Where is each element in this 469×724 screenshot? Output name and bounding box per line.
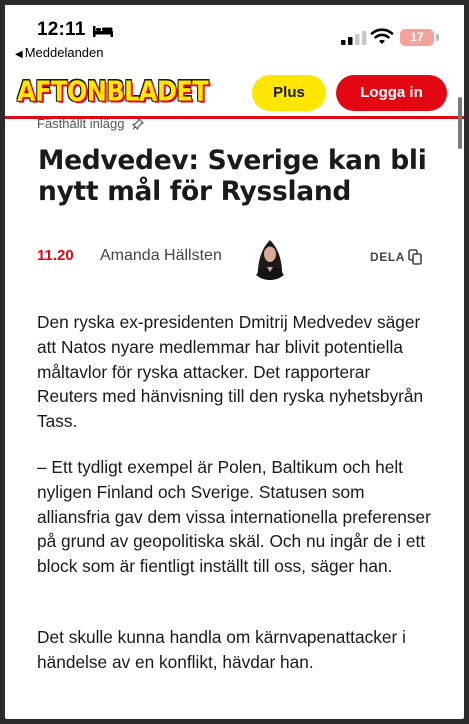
aftonbladet-logo[interactable]: AFTONBLADET — [17, 75, 209, 108]
cellular-signal-icon — [341, 31, 367, 45]
article-paragraph: Den ryska ex-presidenten Dmitrij Medvedev säger att Natos nyare medlemmar har blivit potentiella måltavlor för ryska attacker. Det rapporterar Reuters med hänvisning till den ryska nyhetsbyrån Tass. — [37, 312, 424, 432]
article-headline: Medvedev: Sverige kan bli nytt mål för Ryssland — [38, 145, 427, 207]
publish-time: 11.20 — [37, 247, 74, 264]
login-button[interactable]: Logga in — [336, 75, 447, 111]
article-paragraph: Det skulle kunna handla om kärnvapenattacker i händelse av en konflikt, hävdar han. — [37, 627, 406, 672]
status-bar — [5, 5, 464, 67]
battery-level: 17 — [400, 29, 434, 46]
sleep-focus-icon — [93, 26, 113, 37]
browser-viewport — [5, 5, 464, 719]
author-name[interactable]: Amanda Hällsten — [100, 247, 222, 264]
battery-cap — [436, 34, 439, 41]
pinned-post-label — [37, 113, 144, 131]
wifi-icon — [371, 28, 393, 45]
back-to-app-link[interactable] — [15, 45, 104, 60]
author-avatar[interactable] — [248, 234, 292, 282]
back-app-label: Meddelanden — [24, 45, 104, 60]
pinned-post-text: Fästhållt inlägg — [37, 116, 125, 131]
site-header — [5, 67, 464, 119]
pin-icon — [132, 118, 144, 130]
scrollbar-thumb[interactable] — [458, 97, 462, 149]
article-paragraph: – Ett tydligt exempel är Polen, Baltikum och helt nyligen Finland och Sverige. Statusen som alliansfria gav dem vissa internationella preferenser på grund av geopolitiska skäl. Och nu ingår de i ett block som är fientligt inställt till oss, säger han. — [37, 457, 431, 577]
back-arrow-icon: ◀ — [15, 49, 23, 60]
plus-button[interactable]: Plus — [252, 75, 326, 111]
share-label[interactable]: DELA — [370, 250, 406, 264]
article-byline — [37, 231, 437, 287]
copy-share-icon[interactable] — [408, 249, 422, 265]
status-time: 12:11 — [37, 19, 86, 40]
